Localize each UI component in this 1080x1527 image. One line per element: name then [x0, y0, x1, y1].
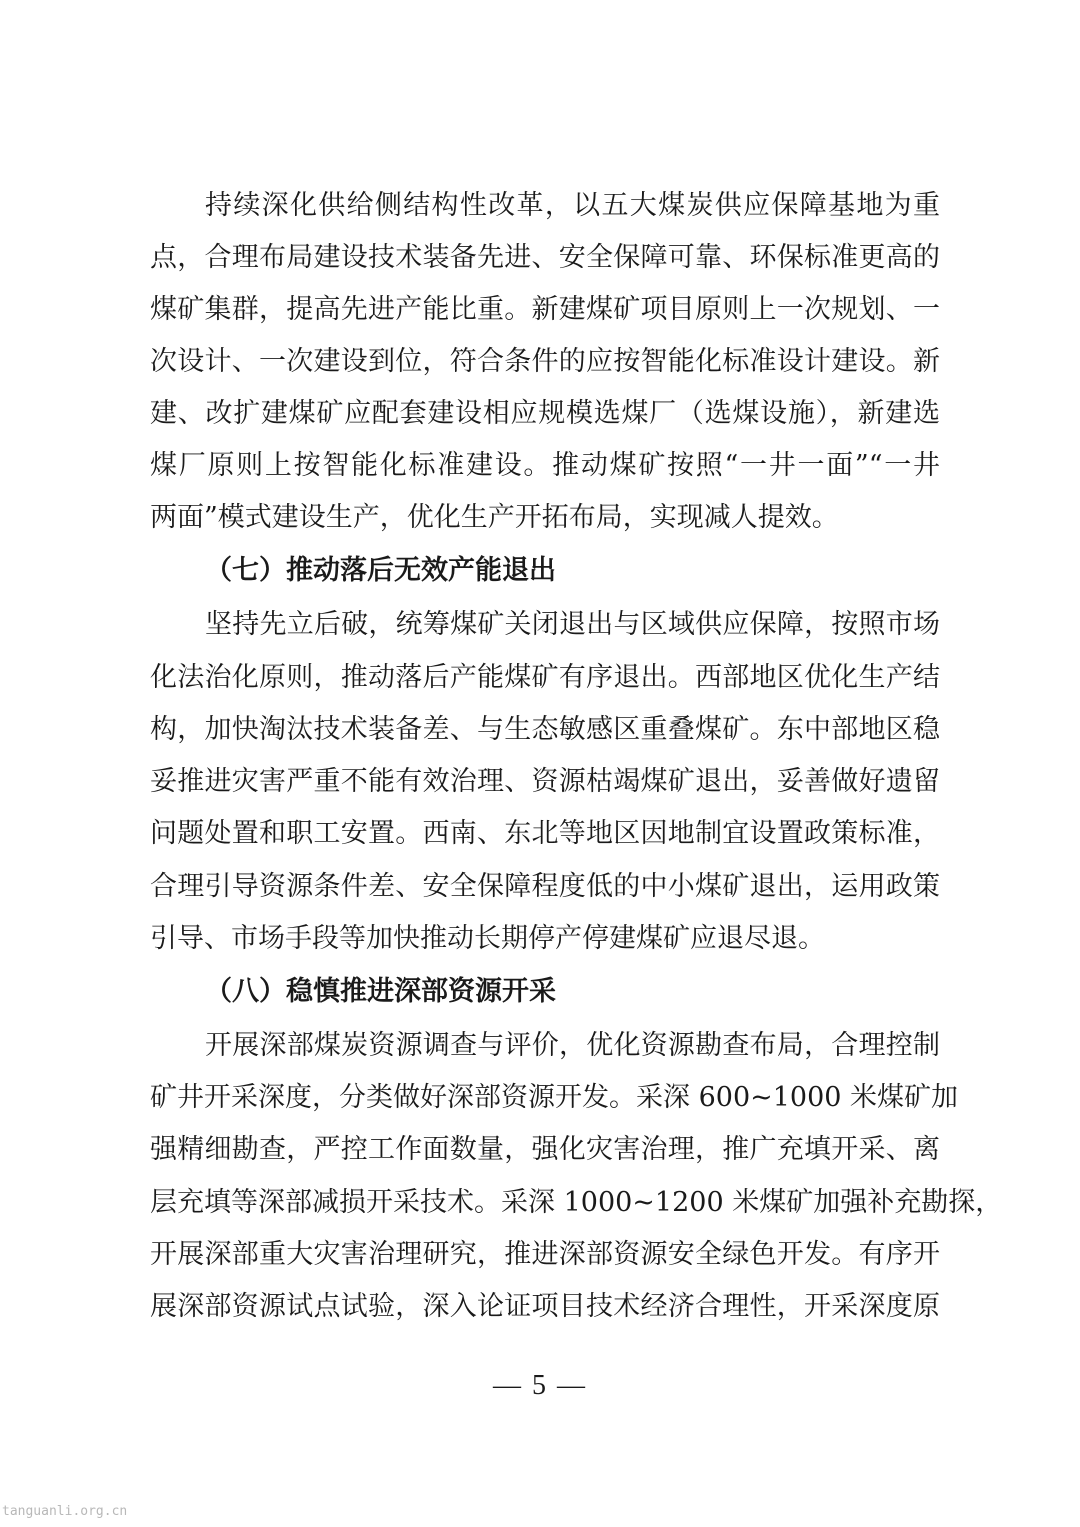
paragraph-2-line-6: 合理引导资源条件差、安全保障程度低的中小煤矿退出，运用政策	[150, 871, 940, 902]
paragraph-2-line-3: 构，加快淘汰技术装备差、与生态敏感区重叠煤矿。东中部地区稳	[150, 714, 940, 745]
watermark: tanguanli.org.cn	[2, 1504, 128, 1519]
paragraph-2-line-4: 妥推进灾害严重不能有效治理、资源枯竭煤矿退出，妥善做好遗留	[150, 766, 940, 797]
paragraph-1-line-5: 建、改扩建煤矿应配套建设相应规模选煤厂（选煤设施），新建选	[150, 398, 940, 429]
paragraph-1-line-6: 煤厂原则上按智能化标准建设。推动煤矿按照“一井一面”“一井	[150, 450, 940, 481]
paragraph-2-line-2: 化法治化原则，推动落后产能煤矿有序退出。西部地区优化生产结	[150, 662, 940, 693]
paragraph-3-line-6: 展深部资源试点试验，深入论证项目技术经济合理性，开采深度原	[150, 1291, 940, 1322]
paragraph-2-line-1: 坚持先立后破，统筹煤矿关闭退出与区域供应保障，按照市场	[205, 609, 940, 640]
paragraph-1-line-1: 持续深化供给侧结构性改革，以五大煤炭供应保障基地为重	[205, 190, 940, 221]
section-heading-8: （八）稳慎推进深部资源开采	[205, 976, 556, 1007]
paragraph-2-line-5: 问题处置和职工安置。西南、东北等地区因地制宜设置政策标准，	[150, 818, 940, 849]
paragraph-1-line-3: 煤矿集群，提高先进产能比重。新建煤矿项目原则上一次规划、一	[150, 294, 940, 325]
paragraph-3-line-4: 层充填等深部减损开采技术。采深 1000~1200 米煤矿加强补充勘探，	[150, 1187, 1003, 1218]
paragraph-1-line-2: 点，合理布局建设技术装备先进、安全保障可靠、环保标准更高的	[150, 242, 940, 273]
paragraph-2-line-7: 引导、市场手段等加快推动长期停产停建煤矿应退尽退。	[150, 923, 825, 954]
page-number: — 5 —	[493, 1370, 587, 1401]
paragraph-1-line-7: 两面”模式建设生产，优化生产开拓布局，实现减人提效。	[150, 502, 839, 533]
paragraph-3-line-5: 开展深部重大灾害治理研究，推进深部资源安全绿色开发。有序开	[150, 1239, 940, 1270]
paragraph-3-line-1: 开展深部煤炭资源调查与评价，优化资源勘查布局，合理控制	[205, 1030, 940, 1061]
paragraph-1-line-4: 次设计、一次建设到位，符合条件的应按智能化标准设计建设。新	[150, 346, 940, 377]
paragraph-3-line-2: 矿井开采深度，分类做好深部资源开发。采深 600~1000 米煤矿加	[150, 1082, 959, 1113]
section-heading-7: （七）推动落后无效产能退出	[205, 555, 556, 586]
paragraph-3-line-3: 强精细勘查，严控工作面数量，强化灾害治理，推广充填开采、离	[150, 1134, 940, 1165]
